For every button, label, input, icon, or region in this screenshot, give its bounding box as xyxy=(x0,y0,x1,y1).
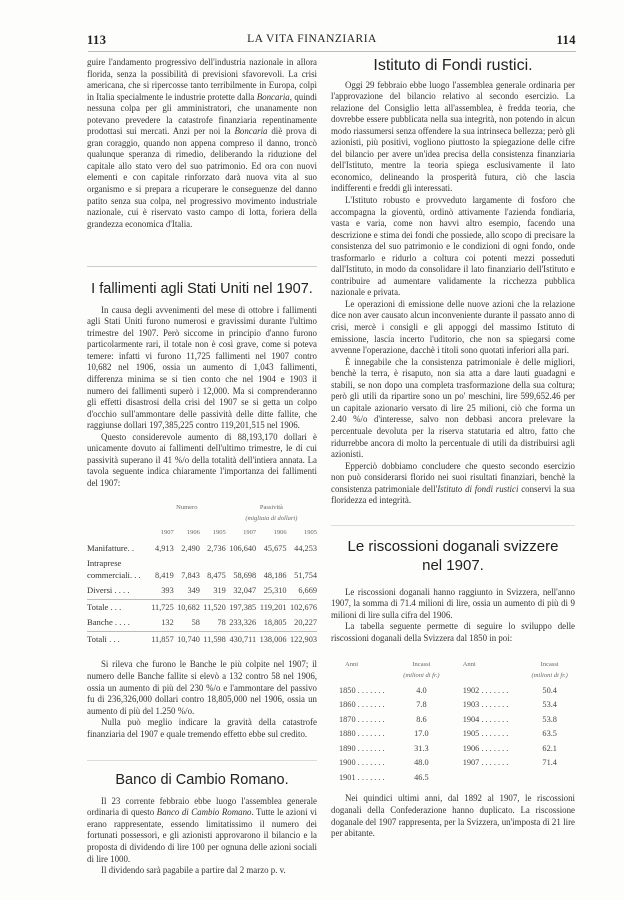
italic-text: Banco di Cambio Romano xyxy=(156,807,252,818)
section-divider xyxy=(331,525,575,526)
table-row xyxy=(337,711,573,726)
table-row xyxy=(337,754,573,769)
leader-dots: . . . . . . . xyxy=(479,729,509,739)
paragraph xyxy=(331,587,575,622)
paragraph xyxy=(331,195,575,299)
year-cell xyxy=(445,754,527,769)
paragraph xyxy=(87,659,317,717)
paragraph xyxy=(331,793,575,839)
table-row xyxy=(87,556,317,583)
row-label: Manifatture. . xyxy=(87,542,135,553)
paragraph xyxy=(87,57,317,230)
year: 1902 xyxy=(462,685,480,695)
cell-value: 48,186 xyxy=(263,570,287,580)
col-incassi: Incassi xyxy=(412,660,431,668)
riscossioni-table xyxy=(337,659,573,784)
cell-value: 10,682 xyxy=(177,602,200,612)
year: 1904 xyxy=(462,714,480,724)
table-row xyxy=(337,769,573,784)
cell-value: 11,725 xyxy=(151,602,174,612)
riscossioni-text-after xyxy=(331,793,575,839)
text: Le riscossioni doganali hanno raggiunto in Svizzera, nell'anno 1907, la somma di 71.4 milioni di lire, ossia un aumento di più di 9 milioni di lire sulla cifra del 1906. xyxy=(331,586,575,620)
text: Nei quindici ultimi anni, dal 1892 al 1907, le riscossioni doganali della Confederazione hanno duplicato. La riscossione doganale del 1907 rappresenta, per la Svizzera, un'imposta di 21 lire per abitante. xyxy=(331,793,575,839)
year: 1901 xyxy=(339,772,356,782)
year-header: 1906 xyxy=(186,528,200,536)
running-title: LA VITA FINANZIARIA xyxy=(247,33,377,45)
cell-value: 132 xyxy=(161,618,174,628)
cell-value: 7,843 xyxy=(181,570,200,580)
row-label: Totale . . . xyxy=(87,601,122,612)
leader-dots: . . . . . . . xyxy=(355,743,385,753)
year-cell xyxy=(445,711,527,726)
col-incassi: Incassi xyxy=(540,660,559,668)
group-header-numero: Numero xyxy=(176,503,198,511)
cell-value: 106,640 xyxy=(229,543,257,553)
heading-riscossioni xyxy=(331,537,575,575)
row-label: Diversi . . . . xyxy=(87,585,130,596)
value-cell: 8.6 xyxy=(416,714,427,724)
year-header: 1907 xyxy=(160,528,174,536)
italic-text: Boncaria xyxy=(234,126,268,137)
leader-dots: . . . . . . . xyxy=(479,700,509,710)
right-column xyxy=(331,57,576,840)
cell-value: 58 xyxy=(191,618,200,628)
section-divider xyxy=(87,760,317,761)
italic-text: Istituto di fondi rustici xyxy=(437,483,519,494)
heading-istituto: Istituto di Fondi rustici. xyxy=(373,57,533,74)
cell-value: 51,754 xyxy=(294,570,317,580)
year-cell xyxy=(337,769,398,784)
cell-value: 8,419 xyxy=(155,570,174,580)
banco-text xyxy=(87,796,317,877)
table-row xyxy=(87,541,317,557)
cell-value: 122,903 xyxy=(290,634,317,644)
table-row xyxy=(337,725,573,740)
riscossioni-text xyxy=(331,587,575,645)
cell-value: 8,475 xyxy=(207,570,226,580)
year-header: 1905 xyxy=(212,528,226,536)
cell-value: 102,676 xyxy=(290,602,317,612)
leader-dots: . . . . . . . xyxy=(479,685,509,695)
cell-value: 20,227 xyxy=(294,618,317,628)
year-cell xyxy=(445,682,527,697)
paragraph xyxy=(87,305,317,432)
text: guire l'andamento progressivo dell'industria nazionale in allora florida, senza la possibilità di previsioni sfavorevoli. La crisi americana, che si ripercosse tanto terribilmente in Europa, colpì in Italia specialmente le industrie protette dalla xyxy=(87,57,317,102)
cell-value: 18,805 xyxy=(263,618,287,628)
year-cell xyxy=(337,682,398,697)
cell-value: 119,201 xyxy=(259,602,287,612)
year: 1907 xyxy=(462,758,480,768)
year: 1906 xyxy=(462,743,480,753)
left-column xyxy=(87,57,317,877)
text: È innegabile che la consistenza patrimoniale è delle migliori, benchè la terra, è risaputo, non sia atta a dare lauti guadagni e stabili, se non dopo una completa trasformazione della sua coltura; però gli utili da ripartire sono un po' meschini, lire 599,652.46 per un capitale azionario versato di lire 25 milioni, ciò che forma un 2.40 %/o d'interesse, salvo non debbasi ancora prelevare la percentuale devoluta per la riserva statutaria ed altro, fatto che ridurrebbe ancora di molto la percentuale di utili da distribuirsi agli azionisti. xyxy=(331,356,575,460)
paragraph xyxy=(331,299,575,357)
year: 1900 xyxy=(339,758,356,768)
paragraph xyxy=(331,461,575,507)
fallimenti-text xyxy=(87,305,317,490)
paragraph xyxy=(87,717,317,740)
paragraph xyxy=(87,432,317,490)
heading-fallimenti: I fallimenti agli Stati Uniti nel 1907. xyxy=(91,281,313,298)
text: Il dividendo sarà pagabile a partire dal 2 marzo p. v. xyxy=(101,865,286,876)
paragraph xyxy=(331,357,575,461)
value-cell: 4.0 xyxy=(416,685,427,695)
text: L'Istituto robusto e provveduto largamente di fosforo che accompagna la gioventù, ordinò attivamente l'azienda fondiaria, vasta e varia, come non havvi altro esempio, facendo una descrizione e stima dei fondi che possiede, allo scopo di precisare la consistenza del suo patrimonio e le condizioni di ogni fondo, onde trasformarlo e ridurlo a coltura coi potenti mezzi posseduti dall'Istituto, in modo da consolidare il lato finanziario dell'Istituto e contribuire ad aumentare validamente la ricchezza pubblica nazionale e privata. xyxy=(331,195,575,298)
col-anni: Anni xyxy=(462,660,476,668)
value-cell: 71.4 xyxy=(542,758,557,768)
value-cell: 62.1 xyxy=(542,743,557,753)
value-cell: 7.8 xyxy=(416,700,427,710)
cell-value: 2,736 xyxy=(207,543,226,553)
cell-value: 58,698 xyxy=(233,570,257,580)
cell-value: 25,310 xyxy=(263,586,287,596)
year-cell xyxy=(337,740,398,755)
value-cell: 50.4 xyxy=(542,685,557,695)
year-cell xyxy=(337,696,398,711)
year-header: 1905 xyxy=(304,528,317,536)
value-cell: 46.5 xyxy=(414,772,429,782)
text: Le operazioni di emissione delle nuove azioni che la relazione dice non aver causato alcun inconveniente durante il passato anno di crisi, mercè i consigli e gli appoggi del massimo Istituto di emissione, lascia incerto l'uditorio, che non sa spiegarsi come avvenne l'operazione, dacchè i titoli sono quotati inferiori alla pari. xyxy=(331,298,575,356)
leader-dots: . . . . . . . xyxy=(355,772,385,782)
cell-value: 319 xyxy=(213,586,226,596)
text: , quindi nessuna colpa per gli amministratori, che unanamente non potevano prevedere la catastrofe finanziaria repentinamente prodottasi sui mercati. Anzi per noi la xyxy=(87,91,317,137)
table-row xyxy=(87,583,317,599)
year-cell xyxy=(337,725,398,740)
leader-dots: . . . . . . . xyxy=(479,758,509,768)
cell-value: 78 xyxy=(217,618,226,628)
paragraph xyxy=(87,865,317,877)
text: La tabella seguente permette di seguire lo sviluppo delle riscossioni doganali della Svizzera dal 1850 in poi: xyxy=(331,621,575,643)
year-cell xyxy=(445,725,527,740)
year: 1903 xyxy=(462,700,480,710)
leader-dots: . . . . . . . xyxy=(355,714,385,724)
cell-value: 10,740 xyxy=(177,634,200,644)
cell-value: 11,857 xyxy=(151,634,174,644)
text: Epperciò dobbiamo concludere che questo secondo esercizio non può considerarsi florido nei suoi risultati finanziari, benchè la consistenza patrimoniale dell' xyxy=(331,460,575,494)
page-number-left: 113 xyxy=(87,33,107,47)
cell-value: 349 xyxy=(187,586,200,596)
table-row xyxy=(337,682,573,697)
page-number-right: 114 xyxy=(556,33,576,47)
italic-text: Boncaria xyxy=(256,91,290,102)
heading-riscossioni-line2: nel 1907. xyxy=(422,556,484,574)
cell-value: 2,490 xyxy=(181,543,200,553)
cell-value: 393 xyxy=(161,586,174,596)
text: Nulla può meglio indicare la gravità della catastrofe finanziaria del 1907 e quale tremendo effetto ebbe sul credito. xyxy=(87,717,317,739)
intro-text xyxy=(87,57,317,230)
table-row xyxy=(87,631,317,647)
cell-value: 6,669 xyxy=(298,586,317,596)
leader-dots: . . . . . . . xyxy=(355,729,385,739)
section-divider xyxy=(87,266,317,267)
cell-value: 11,598 xyxy=(203,634,226,644)
row-label: Intraprese commerciali. . . xyxy=(87,558,141,580)
paragraph xyxy=(331,621,575,644)
leader-dots: . . . . . . . xyxy=(355,758,385,768)
istituto-text xyxy=(331,80,575,507)
value-cell: 17.0 xyxy=(414,729,429,739)
year-cell xyxy=(445,696,527,711)
year-header: 1907 xyxy=(243,528,257,536)
paragraph xyxy=(87,796,317,865)
leader-dots: . . . . . . . xyxy=(479,714,509,724)
cell-value: 32,047 xyxy=(233,586,257,596)
row-label: Totali . . . xyxy=(87,633,120,644)
text: Si rileva che furono le Banche le più colpite nel 1907; il numero delle Banche fallite si elevò a 132 contro 58 nel 1906, ossia un aumento di più del 230 %/o e l'ammontare del passivo fu di 236,326,000 dollari contro 18,805,000 nel 1906, ossia un aumento di più del 1.250 %/o. xyxy=(87,659,317,716)
year: 1880 xyxy=(339,729,356,739)
paragraph xyxy=(331,80,575,195)
table-row xyxy=(337,740,573,755)
year-cell xyxy=(337,754,398,769)
heading-riscossioni-line1: Le riscossioni doganali svizzere xyxy=(347,537,559,555)
value-cell: 48.0 xyxy=(414,758,429,768)
leader-dots: . . . . . . . xyxy=(355,685,385,695)
cell-value: 45,675 xyxy=(263,543,287,553)
col-anni: Anni xyxy=(345,660,358,668)
value-cell: 53.4 xyxy=(542,700,557,710)
value-cell: 63.5 xyxy=(542,729,557,739)
year: 1860 xyxy=(339,700,356,710)
cell-value: 4,913 xyxy=(155,543,174,553)
text: Oggi 29 febbraio ebbe luogo l'assemblea generale ordinaria per l'approvazione del bilancio relativo al secondo esercizio. La relazione del Consiglio letta all'assemblea, è fredda teoria, che dovrebbe essere pubblicata nella sua integrità, non potendo in alcun modo riassumersi senza offendere la sua intrinseca bellezza; però gli azionisti, più positivi, vogliono piuttosto la spiegazione delle cifre del bilancio per avere un'idea precisa della consistenza finanziaria dell'Istituto, mentre la teoria spiega esclusivamente il lato economico, delineando la prosperità futura, ciò che lascia indifferenti e freddi gli interessati. xyxy=(331,79,575,194)
leader-dots: . . . . . . . xyxy=(479,743,509,753)
year-cell xyxy=(337,711,398,726)
leader-dots: . . . . . . . xyxy=(355,700,385,710)
year-header: 1906 xyxy=(273,528,287,536)
header-rule xyxy=(88,51,576,52)
table-row xyxy=(87,615,317,631)
year: 1850 xyxy=(339,685,356,695)
text: In causa degli avvenimenti del mese di ottobre i fallimenti agli Stati Uniti furono numerosi e gravissimi durante l'ultimo trimestre del 1907. Però siccome in principio d'anno furono particolarmente rari, il totale non è così grave, come si poteva temere: infatti vi furono 11,725 fallimenti nel 1907 contro 10,682 nel 1906, ossia un aumento di 1,043 fallimenti, differenza minima se si tien conto che nel 1904 e 1903 il numero dei fallimenti superò i 12,000. Ma si comprenderanno gli effetti disastrosi della crisi del 1907 se si getta un colpo d'occhio sull'ammontare delle passività delle ditte fallite, che raggiunse dollari 197,385,225 contro 119,201,515 nel 1906. xyxy=(87,304,317,431)
text: Il 23 corrente febbraio ebbe luogo l'assemblea generale ordinaria di questo xyxy=(87,795,317,818)
cell-value: 233,326 xyxy=(229,618,257,628)
year: 1870 xyxy=(339,714,356,724)
fallimenti-table xyxy=(87,502,317,648)
cell-value: 138,006 xyxy=(259,634,287,644)
value-cell: 53.8 xyxy=(542,714,557,724)
group-header-unit: (migliaia di dollari) xyxy=(245,515,298,523)
fallimenti-text-after xyxy=(87,659,317,740)
year-header-row xyxy=(87,525,317,541)
cell-value: 11,520 xyxy=(203,602,226,612)
cell-value: 430,711 xyxy=(229,634,257,644)
group-header-passivita: Passività xyxy=(259,503,283,511)
year-cell xyxy=(445,740,527,755)
table-row xyxy=(87,599,317,615)
cell-value: 197,385 xyxy=(229,602,257,612)
cell-value: 44,253 xyxy=(294,543,317,553)
value-cell: 31.3 xyxy=(414,743,429,753)
year: 1905 xyxy=(462,729,480,739)
text: . Tutte le azioni vi erano rappresentate, essendo limitatissimo il numero dei fortunati possessori, e gli azionisti approvarono il bilancio e la proposta di dividendo di lire 100 per ognuna delle azioni sociali di lire 1000. xyxy=(87,807,317,864)
col-unit: (milioni di fr.) xyxy=(531,672,568,680)
row-label: Banche . . . . xyxy=(87,617,130,628)
text: diè prova di gran coraggio, quando non appena compreso il danno, troncò qualunque speranza di rimedio, deliberando la riduzione del capitale allo stato vero del suo patrimonio. Ed ora con nuovi elementi e con capitale rinforzato darà nuova vita al suo organismo e si prepara a ricuperare le conseguenze del danno patito senza sua colpa, nel progressivo movimento industriale nazionale, cui è riservato vasto campo di lotta, foriera della grandezza economica d'Italia. xyxy=(87,126,317,229)
year: 1890 xyxy=(339,743,356,753)
col-unit: (milioni di fr.) xyxy=(403,672,440,680)
heading-banco: Banco di Cambio Romano. xyxy=(115,772,289,789)
text: conservi la sua floridezza ed integrità. xyxy=(331,483,576,506)
table-row xyxy=(337,696,573,711)
text: Questo considerevole aumento di 88,193,170 dollari è unicamente dovuto ai fallimenti dell'ultimo trimestre, le di cui passività superano il 41 %/o della totalità dell'intiera annata. La tavola seguente indica chiaramente l'importanza dei fallimenti del 1907: xyxy=(87,431,317,488)
